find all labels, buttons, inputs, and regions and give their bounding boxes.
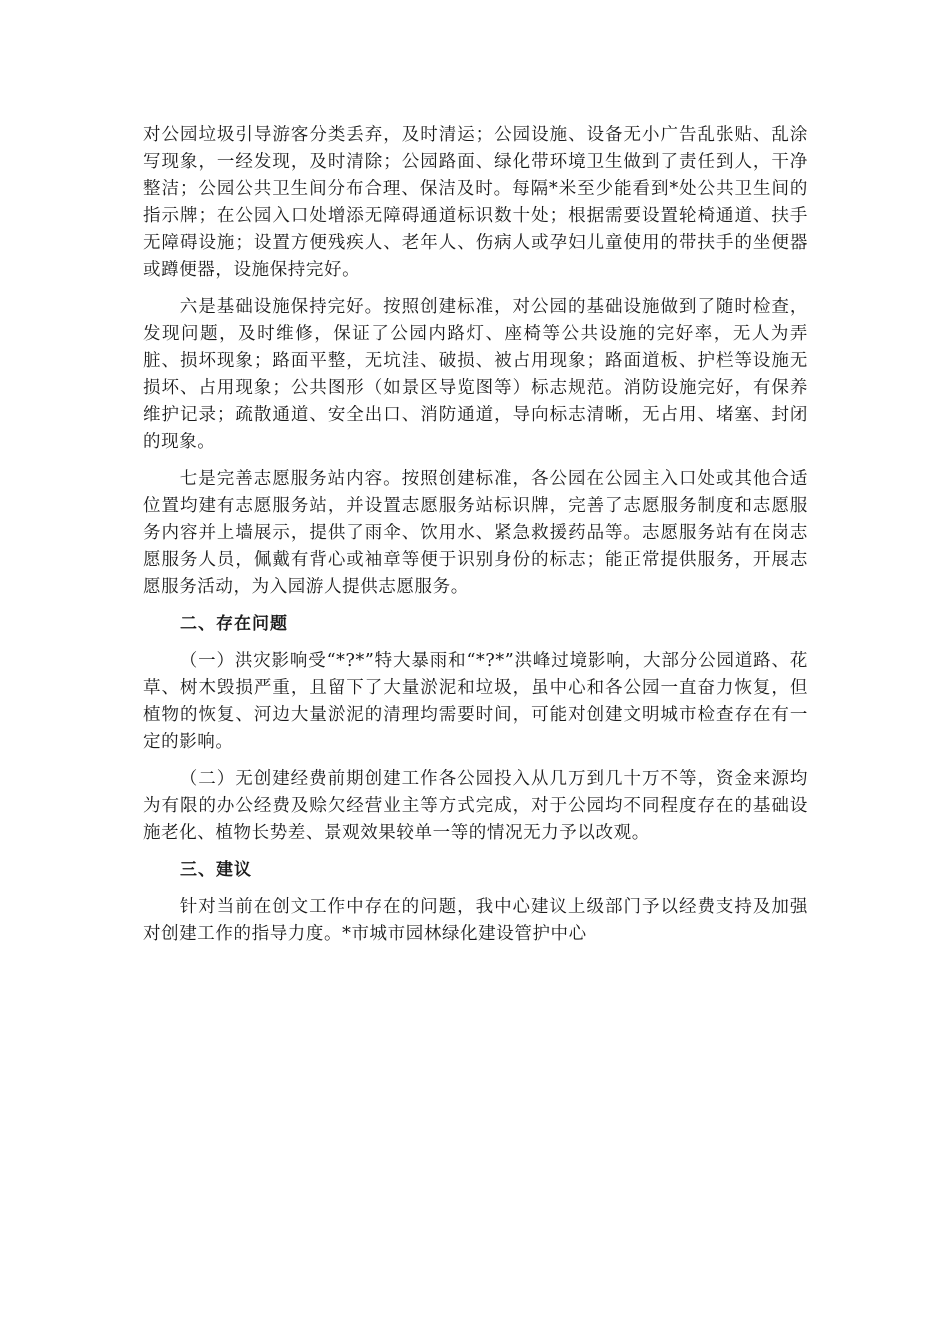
problem-paragraph: （二）无创建经费前期创建工作各公园投入从几万到几十万不等，资金来源均为有限的办公经费及赊欠经营业主等方式完成，对于公园均不同程度存在的基础设施老化、植物长势差、景观效果较单一等的情况无力予以改观。 [143, 769, 808, 843]
body-paragraph: 七是完善志愿服务站内容。按照创建标准，各公园在公园主入口处或其他合适位置均建有志愿服务站，并设置志愿服务站标识牌，完善了志愿服务制度和志愿服务内容并上墙展示，提供了雨伞、饮用水、紧急救援药品等。志愿服务站有在岗志愿服务人员，佩戴有背心或袖章等便于识别身份的标志；能正常提供服务，开展志愿服务活动，为入园游人提供志愿服务。 [143, 469, 808, 597]
section-heading-suggestions: 三、建议 [180, 860, 252, 880]
body-paragraph: 对公园垃圾引导游客分类丢弃，及时清运；公园设施、设备无小广告乱张贴、乱涂写现象，一经发现，及时清除；公园路面、绿化带环境卫生做到了责任到人，干净整洁；公园公共卫生间分布合理、保洁及时。每隔*米至少能看到*处公共卫生间的指示牌；在公园入口处增添无障碍通道标识数十处；根据需要设置轮椅通道、扶手无障碍设施；设置方便残疾人、老年人、伤病人或孕妇儿童使用的带扶手的坐便器或蹲便器，设施保持完好。 [143, 125, 808, 280]
section-heading-problems: 二、存在问题 [180, 614, 288, 634]
document-page [143, 122, 808, 958]
body-paragraph: 六是基础设施保持完好。按照创建标准，对公园的基础设施做到了随时检查，发现问题，及时维修，保证了公园内路灯、座椅等公共设施的完好率，无人为弄脏、损坏现象；路面平整，无坑洼、破损、被占用现象；路面道板、护栏等设施无损坏、占用现象；公共图形（如景区导览图等）标志规范。消防设施完好，有保养维护记录；疏散通道、安全出口、消防通道，导向标志清晰，无占用、堵塞、封闭的现象。 [143, 297, 808, 452]
suggestion-paragraph: 针对当前在创文工作中存在的问题，我中心建议上级部门予以经费支持及加强对创建工作的指导力度。*市城市园林绿化建设管护中心 [143, 897, 808, 944]
problem-paragraph: （一）洪灾影响受“*?*”特大暴雨和“*?*”洪峰过境影响，大部分公园道路、花草、树木毁损严重，且留下了大量淤泥和垃圾，虽中心和各公园一直奋力恢复，但植物的恢复、河边大量淤泥的清理均需要时间，可能对创建文明城市检查存在有一定的影响。 [143, 651, 808, 752]
